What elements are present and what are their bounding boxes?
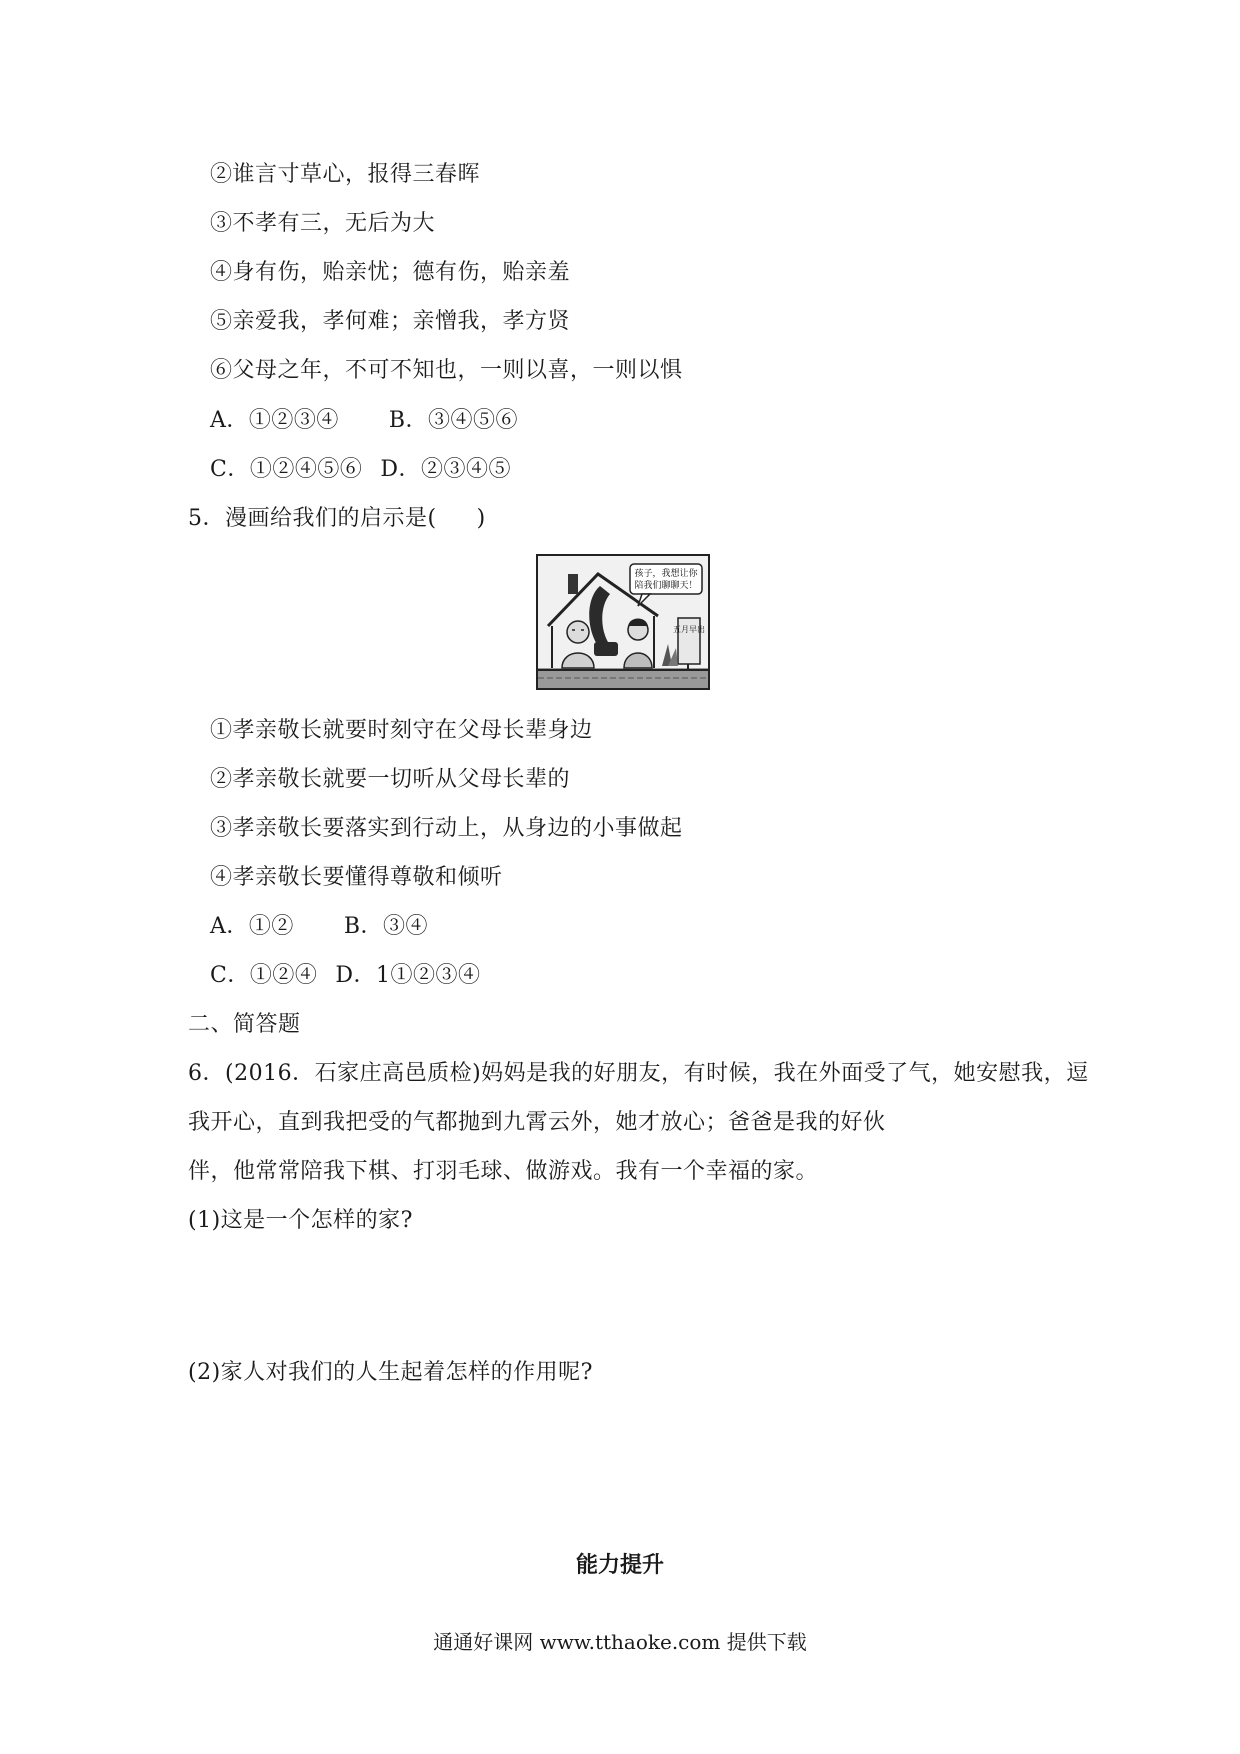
section-heading-short-answer: 二、简答题	[188, 1012, 301, 1037]
q5-options-row2	[210, 961, 480, 991]
q5-option-d[interactable]: D．1①②③④	[335, 963, 481, 988]
cartoon-speech-line2: 陪我们聊聊天！	[634, 581, 698, 591]
q4-item-3: ③不孝有三，无后为大	[210, 211, 436, 236]
q5-option-a[interactable]: A．①②	[210, 914, 294, 939]
cartoon-sign-text: 五月早出	[673, 625, 705, 634]
q6-stem-line2: 我开心，直到我把受的气都抛到九霄云外，她才放心；爸爸是我的好伙	[188, 1110, 886, 1135]
q5-stem-suffix: )	[476, 506, 486, 531]
q5-option-c[interactable]: C．①②④	[210, 963, 318, 988]
cartoon-speech-line1: 孩子，我想让你	[634, 569, 698, 579]
q5-item-3: ③孝亲敬长要落实到行动上，从身边的小事做起	[210, 816, 683, 841]
q4-options-row2	[210, 455, 511, 485]
q4-item-2: ②谁言寸草心，报得三春晖	[210, 162, 481, 187]
cartoon-image	[536, 554, 710, 690]
q4-option-c[interactable]: C．①②④⑤⑥	[210, 457, 363, 482]
q4-options-row1	[210, 406, 518, 436]
q5-item-2: ②孝亲敬长就要一切听从父母长辈的	[210, 767, 571, 792]
q6-sub-question-1: (1)这是一个怎样的家?	[188, 1208, 413, 1233]
q5-item-4: ④孝亲敬长要懂得尊敬和倾听	[210, 865, 503, 890]
q4-item-5: ⑤亲爱我，孝何难；亲憎我，孝方贤	[210, 309, 571, 334]
section-heading-ability: 能力提升	[575, 1553, 664, 1578]
page-footer: 通通好课网 www.tthaoke.com 提供下载	[433, 1630, 807, 1654]
q5-stem-prefix: 5．漫画给我们的启示是(	[188, 506, 437, 531]
q6-stem-line1: 6．(2016．石家庄高邑质检)妈妈是我的好朋友，有时候，我在外面受了气，她安慰我，逗	[188, 1061, 1089, 1086]
q4-item-6: ⑥父母之年，不可不知也，一则以喜，一则以惧	[210, 358, 683, 383]
q5-stem	[188, 504, 486, 534]
q5-option-b[interactable]: B．③④	[343, 914, 429, 939]
q4-item-4: ④身有伤，贻亲忧；德有伤，贻亲羞	[210, 260, 571, 285]
q4-option-a[interactable]: A．①②③④	[210, 408, 339, 433]
q6-sub-question-2: (2)家人对我们的人生起着怎样的作用呢?	[188, 1360, 593, 1385]
q4-option-d[interactable]: D．②③④⑤	[380, 457, 511, 482]
q6-stem-line3: 伴，他常常陪我下棋、打羽毛球、做游戏。我有一个幸福的家。	[188, 1159, 819, 1184]
q4-option-b[interactable]: B．③④⑤⑥	[388, 408, 519, 433]
q5-options-row1	[210, 912, 428, 942]
q5-item-1: ①孝亲敬长就要时刻守在父母长辈身边	[210, 718, 593, 743]
